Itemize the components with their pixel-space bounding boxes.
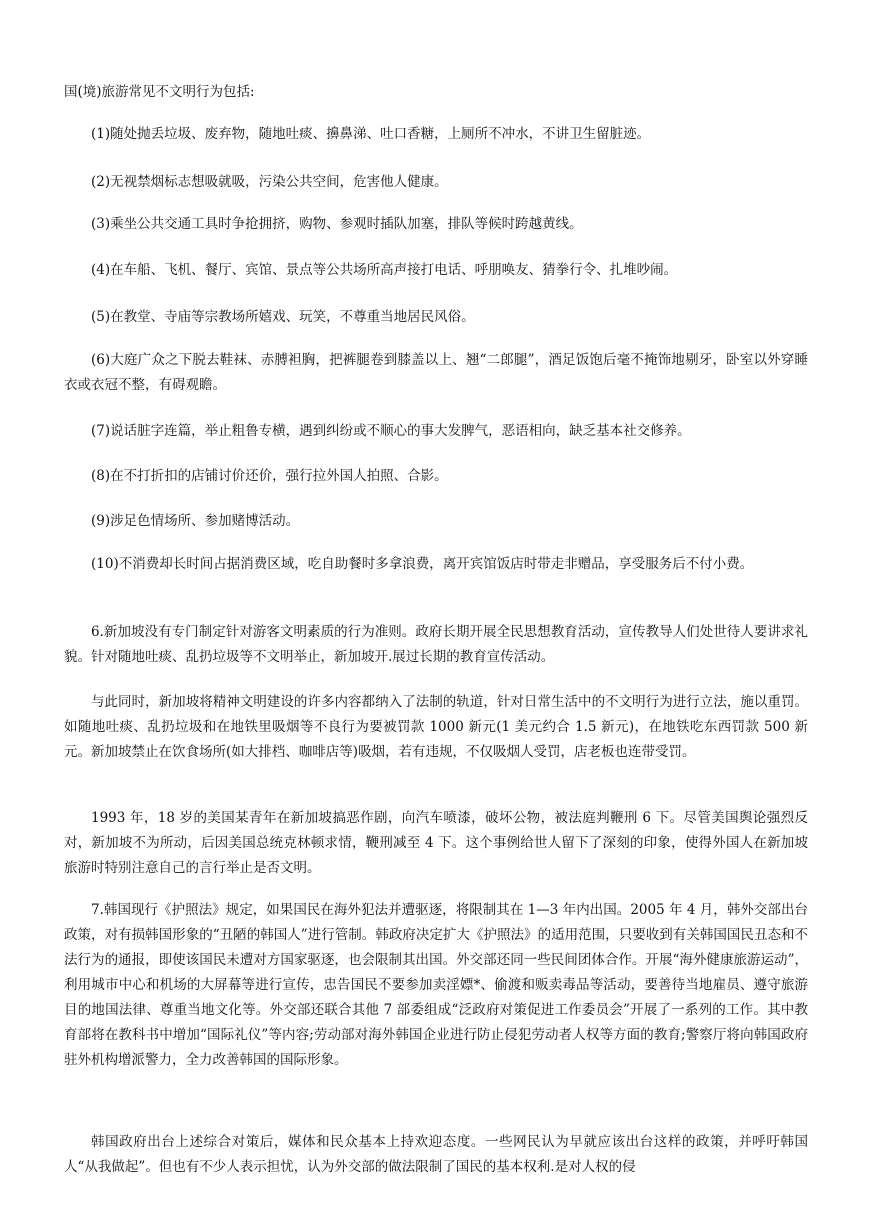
list-item-8: (8)在不打折扣的店铺讨价还价，强行拉外国人拍照、合影。 — [91, 468, 448, 484]
list-item-4: (4)在车船、飞机、餐厅、宾馆、景点等公共场所高声接打电话、呼朋唤友、猜拳行令、扎堆吵闹。 — [91, 262, 678, 278]
list-item-3: (3)乘坐公共交通工具时争抢拥挤，购物、参观时插队加塞，排队等候时跨越黄线。 — [91, 216, 583, 232]
list-item-5: (5)在教堂、寺庙等宗教场所嬉戏、玩笑，不尊重当地居民风俗。 — [91, 309, 475, 325]
korea-reaction-paragraph: 韩国政府出台上述综合对策后，媒体和民众基本上持欢迎态度。一些网民认为早就应该出台这样的政策，并呼吁韩国人“从我做起”。但也有不少人表示担忧，认为外交部的做法限制了国民的基本权利.是对人权的侵 — [64, 1134, 808, 1175]
singapore-law-paragraph: 与此同时，新加坡将精神文明建设的许多内容都纳入了法制的轨道，针对日常生活中的不文明行为进行立法，施以重罚。如随地吐痰、乱扔垃圾和在地铁里吸烟等不良行为要被罚款 1000 新元(1 美元约合 1.5 新元)，在地铁吃东西罚款 500 新元。新加坡禁止在饮食场所(如大排档、咖啡店等)吸烟，若有违规，不仅吸烟人受罚，店老板也连带受罚。 — [64, 694, 808, 760]
list-item-10: (10)不消费却长时间占据消费区域，吃自助餐时多拿浪费，离开宾馆饭店时带走非赠品，享受服务后不付小费。 — [91, 556, 754, 572]
list-item-6: (6)大庭广众之下脱去鞋袜、赤膊袒胸，把裤腿卷到膝盖以上、翘“二郎腿”，酒足饭饱后毫不掩饰地剔牙，卧室以外穿睡衣或衣冠不整，有碍观瞻。 — [64, 352, 808, 393]
section-7-paragraph: 7.韩国现行《护照法》规定，如果国民在海外犯法并遭驱逐，将限制其在 1—3 年内出国。2005 年 4 月，韩外交部出台政策，对有损韩国形象的“丑陋的韩国人”进行管制。韩政府决定扩大《护照法》的适用范围，只要收到有关韩国国民丑态和不法行为的通报，即使该国民未遭对方国家驱逐，也会限制其出国。外交部还同一些民间团体合作。开展“海外健康旅游运动”，利用城市中心和机场的大屏幕等进行宣传，忠告国民不要参加卖淫嫖*、偷渡和贩卖毒品等活动，要善待当地雇员、遵守旅游目的地国法律、尊重当地文化等。外交部还联合其他 7 部委组成“泛政府对策促进工作委员会”开展了一系列的工作。其中教育部将在教科书中增加“国际礼仪”等内容;劳动部对海外韩国企业进行防止侵犯劳动者人权等方面的教育;警察厅将向韩国政府驻外机构增派警力，全力改善韩国的国际形象。 — [64, 902, 808, 1068]
singapore-case-paragraph: 1993 年，18 岁的美国某青年在新加坡搞恶作剧，向汽车喷漆，破坏公物，被法庭判鞭刑 6 下。尽管美国舆论强烈反对，新加坡不为所动，后因美国总统克林顿求情，鞭刑减至 4 下。这个事例给世人留下了深刻的印象，使得外国人在新加坡旅游时特别注意自己的言行举止是否文明。 — [64, 810, 808, 876]
list-item-7: (7)说话脏字连篇，举止粗鲁专横，遇到纠纷或不顺心的事大发脾气，恶语相向，缺乏基本社交修养。 — [91, 423, 691, 439]
section-6-paragraph: 6.新加坡没有专门制定针对游客文明素质的行为准则。政府长期开展全民思想教育活动，宣传教导人们处世待人要讲求礼貌。针对随地吐痰、乱扔垃圾等不文明举止，新加坡开.展过长期的教育宣传活动。 — [64, 624, 808, 665]
list-item-2: (2)无视禁烟标志想吸就吸，污染公共空间，危害他人健康。 — [91, 174, 448, 190]
list-item-9: (9)涉足色情场所、参加赌博活动。 — [91, 513, 300, 529]
list-item-1: (1)随处抛丢垃圾、废弃物，随地吐痰、擤鼻涕、吐口香糖，上厕所不冲水，不讲卫生留脏迹。 — [91, 126, 651, 142]
intro-line: 国(境)旅游常见不文明行为包括: — [64, 84, 255, 100]
